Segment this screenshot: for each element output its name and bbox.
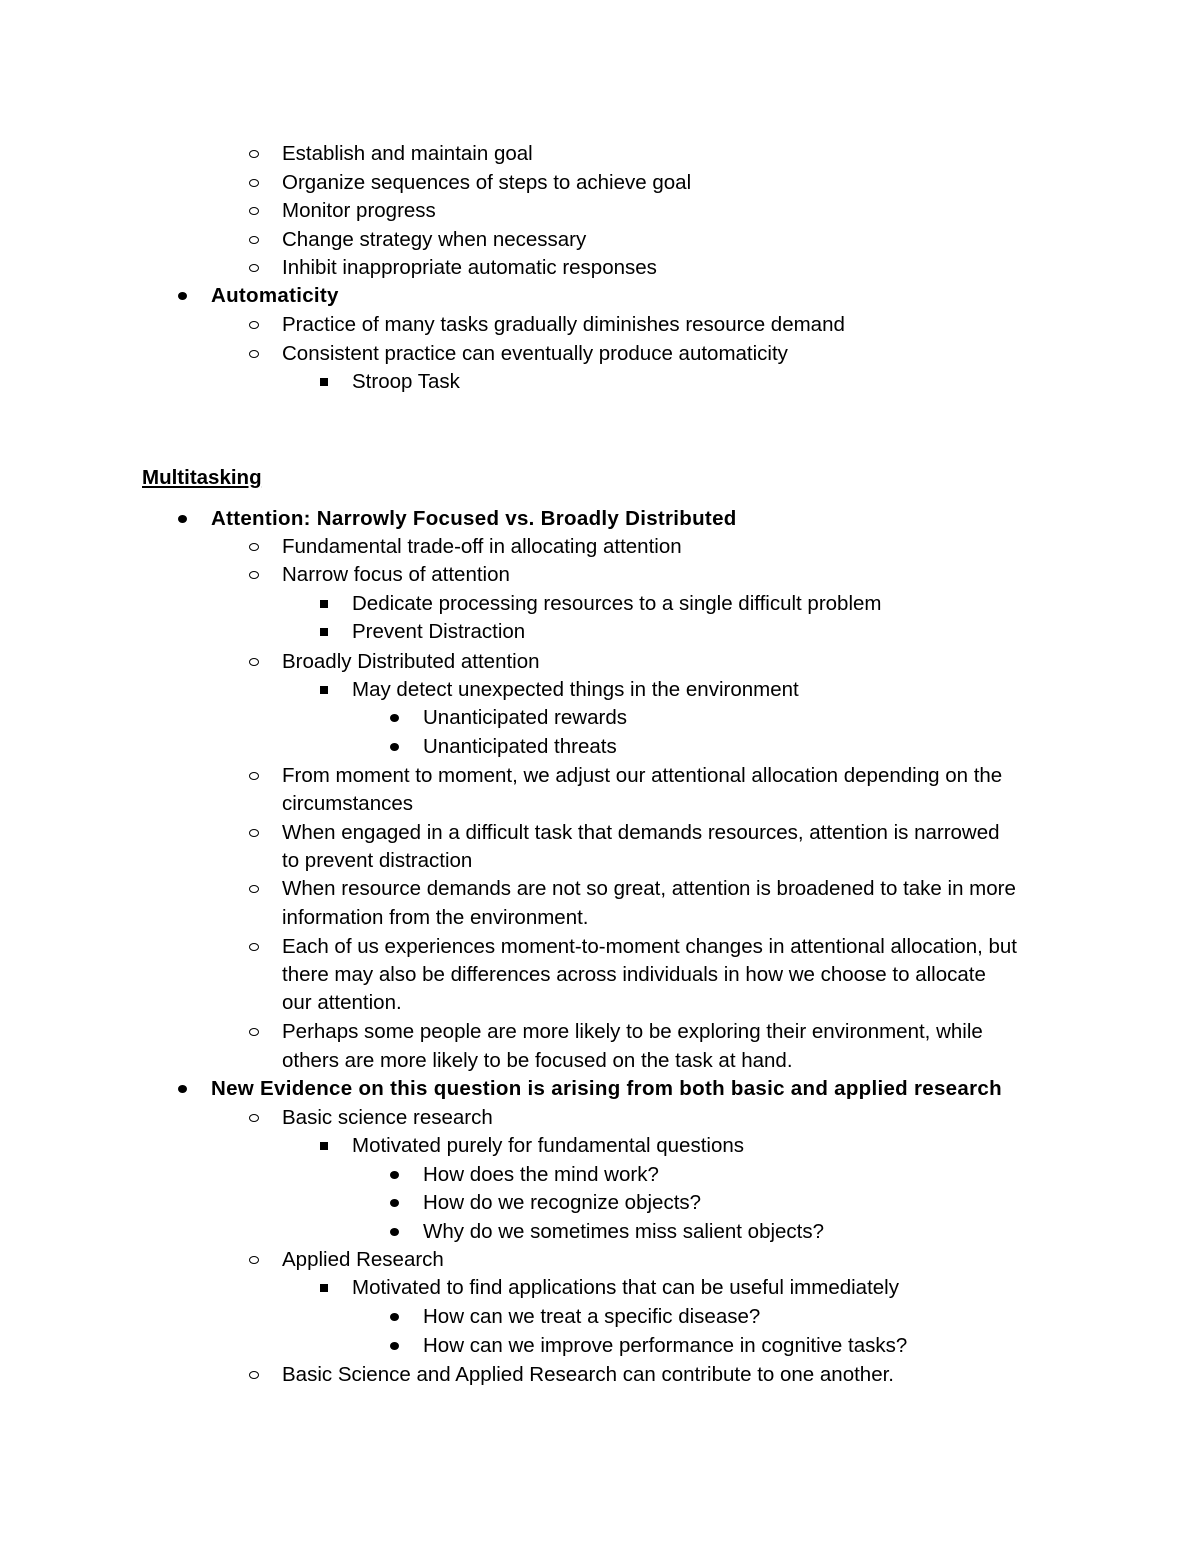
list-item-text-continued: information from the environment. bbox=[282, 906, 589, 929]
list-item-text: Consistent practice can eventually produce automaticity bbox=[282, 342, 788, 365]
hollow-circle-bullet-icon bbox=[243, 1361, 271, 1389]
list-item-text: Fundamental trade-off in allocating attention bbox=[282, 535, 682, 558]
list-item-text: Monitor progress bbox=[282, 199, 436, 222]
list-item-text: How can we improve performance in cognitive tasks? bbox=[423, 1334, 908, 1357]
list-item-text: Unanticipated rewards bbox=[423, 706, 627, 729]
disc-bullet-icon bbox=[384, 1218, 412, 1246]
list-item-text: How can we treat a specific disease? bbox=[423, 1305, 761, 1328]
list-item-text: Unanticipated threats bbox=[423, 735, 617, 758]
list-item-text: Each of us experiences moment-to-moment changes in attentional allocation, but bbox=[282, 935, 1017, 958]
hollow-circle-bullet-icon bbox=[243, 1104, 271, 1132]
list-item-text: From moment to moment, we adjust our attentional allocation depending on the bbox=[282, 764, 1003, 787]
list-item-text-continued: to prevent distraction bbox=[282, 849, 473, 872]
list-item-text: Organize sequences of steps to achieve goal bbox=[282, 171, 692, 194]
hollow-circle-bullet-icon bbox=[243, 762, 271, 790]
list-item-text: May detect unexpected things in the environment bbox=[352, 678, 799, 701]
list-item-text-continued: others are more likely to be focused on the task at hand. bbox=[282, 1049, 793, 1072]
list-item-text-continued: circumstances bbox=[282, 792, 414, 815]
disc-bullet-icon bbox=[172, 505, 200, 533]
list-item-text: Change strategy when necessary bbox=[282, 228, 587, 251]
hollow-circle-bullet-icon bbox=[243, 226, 271, 254]
hollow-circle-bullet-icon bbox=[243, 533, 271, 561]
square-bullet-icon bbox=[313, 1274, 341, 1302]
disc-bullet-icon bbox=[384, 1332, 412, 1360]
list-item-text: Prevent Distraction bbox=[352, 620, 526, 643]
list-item-text: Broadly Distributed attention bbox=[282, 650, 540, 673]
disc-bullet-icon bbox=[384, 733, 412, 761]
section-heading: Multitasking bbox=[142, 466, 262, 489]
list-item-text: How do we recognize objects? bbox=[423, 1191, 702, 1214]
list-item-text: How does the mind work? bbox=[423, 1163, 659, 1186]
disc-bullet-icon bbox=[384, 1303, 412, 1331]
list-item-text: Stroop Task bbox=[352, 370, 460, 393]
disc-bullet-icon bbox=[384, 1161, 412, 1189]
list-item-text: Dedicate processing resources to a single difficult problem bbox=[352, 592, 882, 615]
list-item-text: Narrow focus of attention bbox=[282, 563, 510, 586]
hollow-circle-bullet-icon bbox=[243, 819, 271, 847]
hollow-circle-bullet-icon bbox=[243, 311, 271, 339]
list-item-title: Automaticity bbox=[211, 284, 339, 307]
hollow-circle-bullet-icon bbox=[243, 933, 271, 961]
list-item-title: Attention: Narrowly Focused vs. Broadly Distributed bbox=[211, 507, 737, 530]
square-bullet-icon bbox=[313, 676, 341, 704]
hollow-circle-bullet-icon bbox=[243, 340, 271, 368]
hollow-circle-bullet-icon bbox=[243, 197, 271, 225]
list-item-text: When resource demands are not so great, attention is broadened to take in more bbox=[282, 877, 1016, 900]
square-bullet-icon bbox=[313, 590, 341, 618]
disc-bullet-icon bbox=[172, 1075, 200, 1103]
list-item-text: Inhibit inappropriate automatic responses bbox=[282, 256, 657, 279]
disc-bullet-icon bbox=[172, 282, 200, 310]
hollow-circle-bullet-icon bbox=[243, 140, 271, 168]
list-item-text: Perhaps some people are more likely to be exploring their environment, while bbox=[282, 1020, 983, 1043]
disc-bullet-icon bbox=[384, 704, 412, 732]
list-item-text: When engaged in a difficult task that demands resources, attention is narrowed bbox=[282, 821, 1000, 844]
hollow-circle-bullet-icon bbox=[243, 169, 271, 197]
square-bullet-icon bbox=[313, 368, 341, 396]
disc-bullet-icon bbox=[384, 1189, 412, 1217]
list-item-text-continued: our attention. bbox=[282, 991, 402, 1014]
hollow-circle-bullet-icon bbox=[243, 875, 271, 903]
list-item-text: Practice of many tasks gradually diminishes resource demand bbox=[282, 313, 845, 336]
hollow-circle-bullet-icon bbox=[243, 561, 271, 589]
list-item-text: Establish and maintain goal bbox=[282, 142, 533, 165]
list-item-text-continued: there may also be differences across individuals in how we choose to allocate bbox=[282, 963, 986, 986]
list-item-text: Motivated to find applications that can be useful immediately bbox=[352, 1276, 899, 1299]
list-item-text: Basic Science and Applied Research can contribute to one another. bbox=[282, 1363, 894, 1386]
hollow-circle-bullet-icon bbox=[243, 648, 271, 676]
list-item-text: Basic science research bbox=[282, 1106, 493, 1129]
hollow-circle-bullet-icon bbox=[243, 254, 271, 282]
list-item-title: New Evidence on this question is arising from both basic and applied research bbox=[211, 1077, 1002, 1100]
list-item-text: Motivated purely for fundamental questions bbox=[352, 1134, 745, 1157]
hollow-circle-bullet-icon bbox=[243, 1246, 271, 1274]
square-bullet-icon bbox=[313, 1132, 341, 1160]
list-item-text: Applied Research bbox=[282, 1248, 444, 1271]
square-bullet-icon bbox=[313, 618, 341, 646]
list-item-text: Why do we sometimes miss salient objects? bbox=[423, 1220, 825, 1243]
hollow-circle-bullet-icon bbox=[243, 1018, 271, 1046]
